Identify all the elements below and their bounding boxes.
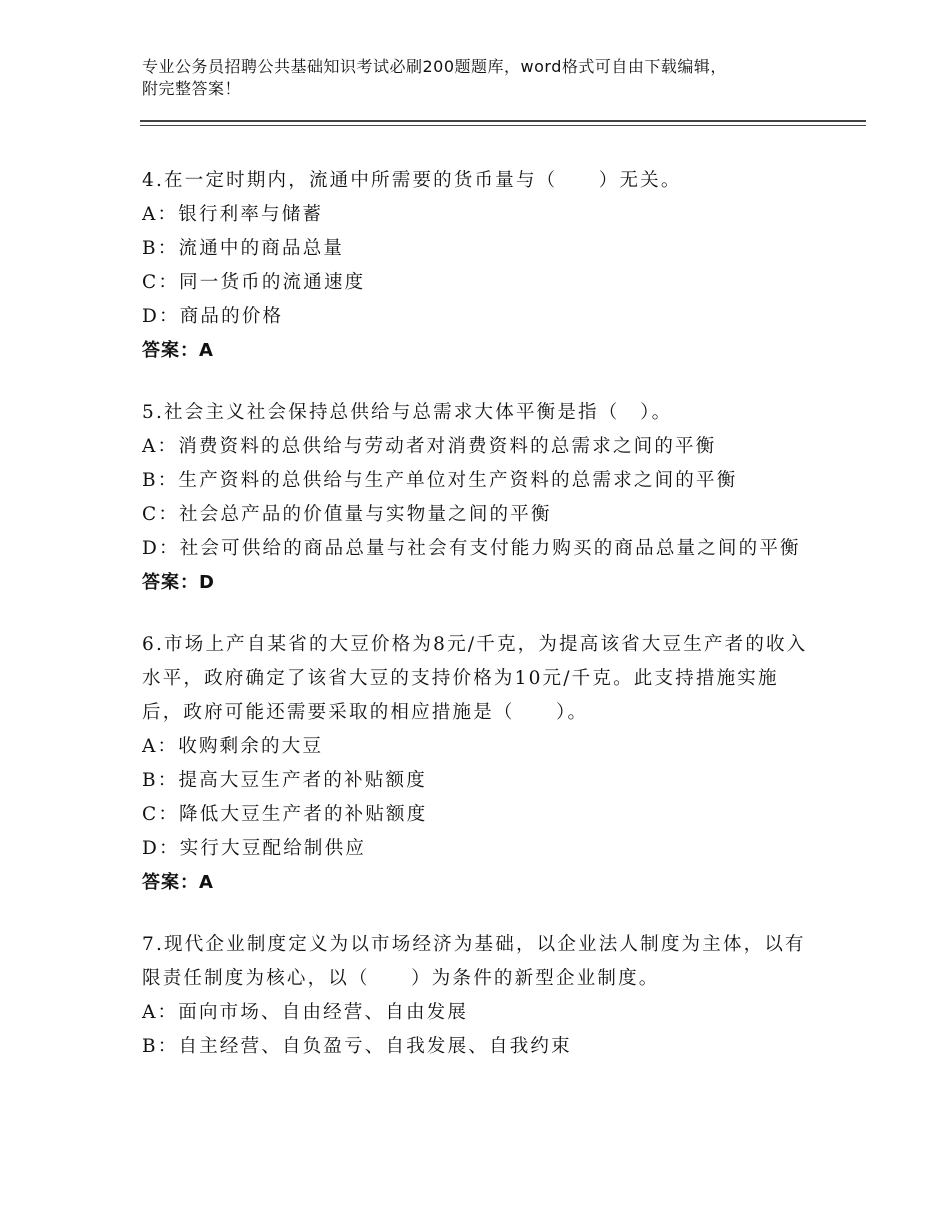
option-c: C：社会总产品的价值量与实物量之间的平衡 [142, 504, 552, 525]
answer: 答案：A [142, 340, 214, 361]
option-b: B：生产资料的总供给与生产单位对生产资料的总需求之间的平衡 [142, 470, 738, 491]
option-a: A：消费资料的总供给与劳动者对消费资料的总需求之间的平衡 [142, 436, 717, 457]
option-b: B：流通中的商品总量 [142, 238, 345, 259]
option-c: C：降低大豆生产者的补贴额度 [142, 804, 428, 825]
question-6 [142, 628, 812, 900]
question-5 [142, 396, 812, 600]
document-header [142, 56, 862, 100]
answer: 答案：A [142, 872, 214, 893]
question-stem: 5.社会主义社会保持总供给与总需求大体平衡是指（ ）。 [142, 402, 673, 423]
option-b: B：提高大豆生产者的补贴额度 [142, 770, 427, 791]
question-stem: 4.在一定时期内，流通中所需要的货币量与（ ）无关。 [142, 170, 682, 191]
question-stem: 7.现代企业制度定义为以市场经济为基础，以企业法人制度为主体，以有限责任制度为核心，以（ ）为条件的新型企业制度。 [142, 934, 806, 989]
header-line-1: 专业公务员招聘公共基础知识考试必刷200题题库，word格式可自由下载编辑， [142, 57, 727, 76]
question-4 [142, 164, 812, 368]
option-d: D：实行大豆配给制供应 [142, 838, 367, 859]
header-line-2: 附完整答案！ [142, 79, 242, 98]
option-a: A：银行利率与储蓄 [142, 204, 324, 225]
option-d: D：商品的价格 [142, 306, 284, 327]
option-b: B：自主经营、自负盈亏、自我发展、自我约束 [142, 1036, 572, 1057]
answer: 答案：D [142, 572, 215, 593]
option-a: A：面向市场、自由经营、自由发展 [142, 1002, 469, 1023]
question-stem: 6.市场上产自某省的大豆价格为8元/千克，为提高该省大豆生产者的收入水平，政府确定了该省大豆的支持价格为10元/千克。此支持措施实施后，政府可能还需要采取的相应措施是（ ）。 [142, 634, 808, 723]
option-a: A：收购剩余的大豆 [142, 736, 324, 757]
header-divider [140, 120, 866, 126]
question-list [142, 164, 812, 1092]
option-c: C：同一货币的流通速度 [142, 272, 366, 293]
question-7 [142, 928, 812, 1064]
option-d: D：社会可供给的商品总量与社会有支付能力购买的商品总量之间的平衡 [142, 538, 801, 559]
